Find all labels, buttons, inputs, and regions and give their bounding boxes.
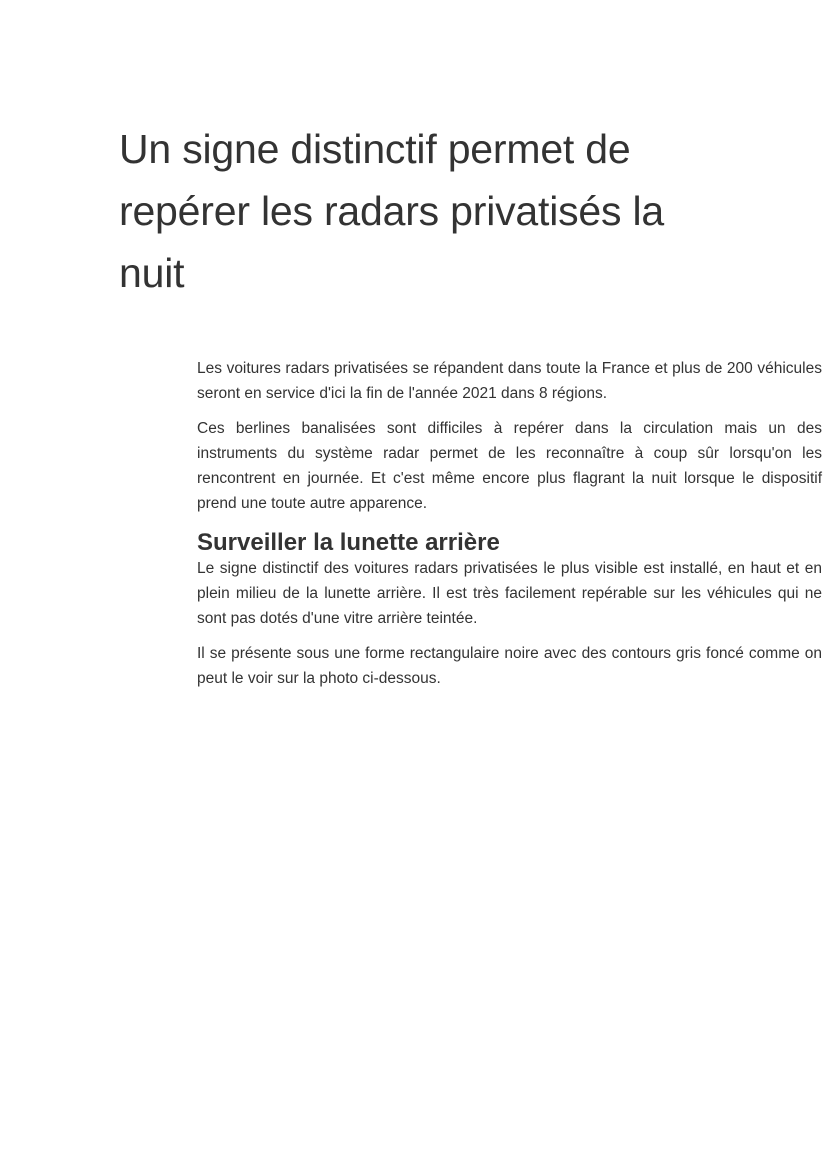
page-title: Un signe distinctif permet de repérer les radars privatisés la nuit [119,126,665,296]
intro-paragraph-1: Les voitures radars privatisées se répandent dans toute la France et plus de 200 véhicules seront en service d'ici la fin de l'année 2021 dans 8 régions. [197,360,822,402]
intro-paragraph-2: Ces berlines banalisées sont difficiles à repérer dans la circulation mais un des instruments du système radar permet de les reconnaître à coup sûr lorsqu'on les rencontrent en journée. Et c'est même encore plus flagrant la nuit lorsque le dispositif prend une toute autre apparence. [197,420,822,512]
section-paragraph-1: Le signe distinctif des voitures radars privatisées le plus visible est installé, en haut et en plein milieu de la lunette arrière. Il est très facilement repérable sur les véhicules qui ne sont pas dotés d'une vitre arrière teintée. [197,560,822,627]
section-heading: Surveiller la lunette arrière [197,529,500,556]
article-body [197,356,822,701]
section-paragraph-2: Il se présente sous une forme rectangulaire noire avec des contours gris foncé comme on peut le voir sur la photo ci-dessous. [197,645,822,687]
